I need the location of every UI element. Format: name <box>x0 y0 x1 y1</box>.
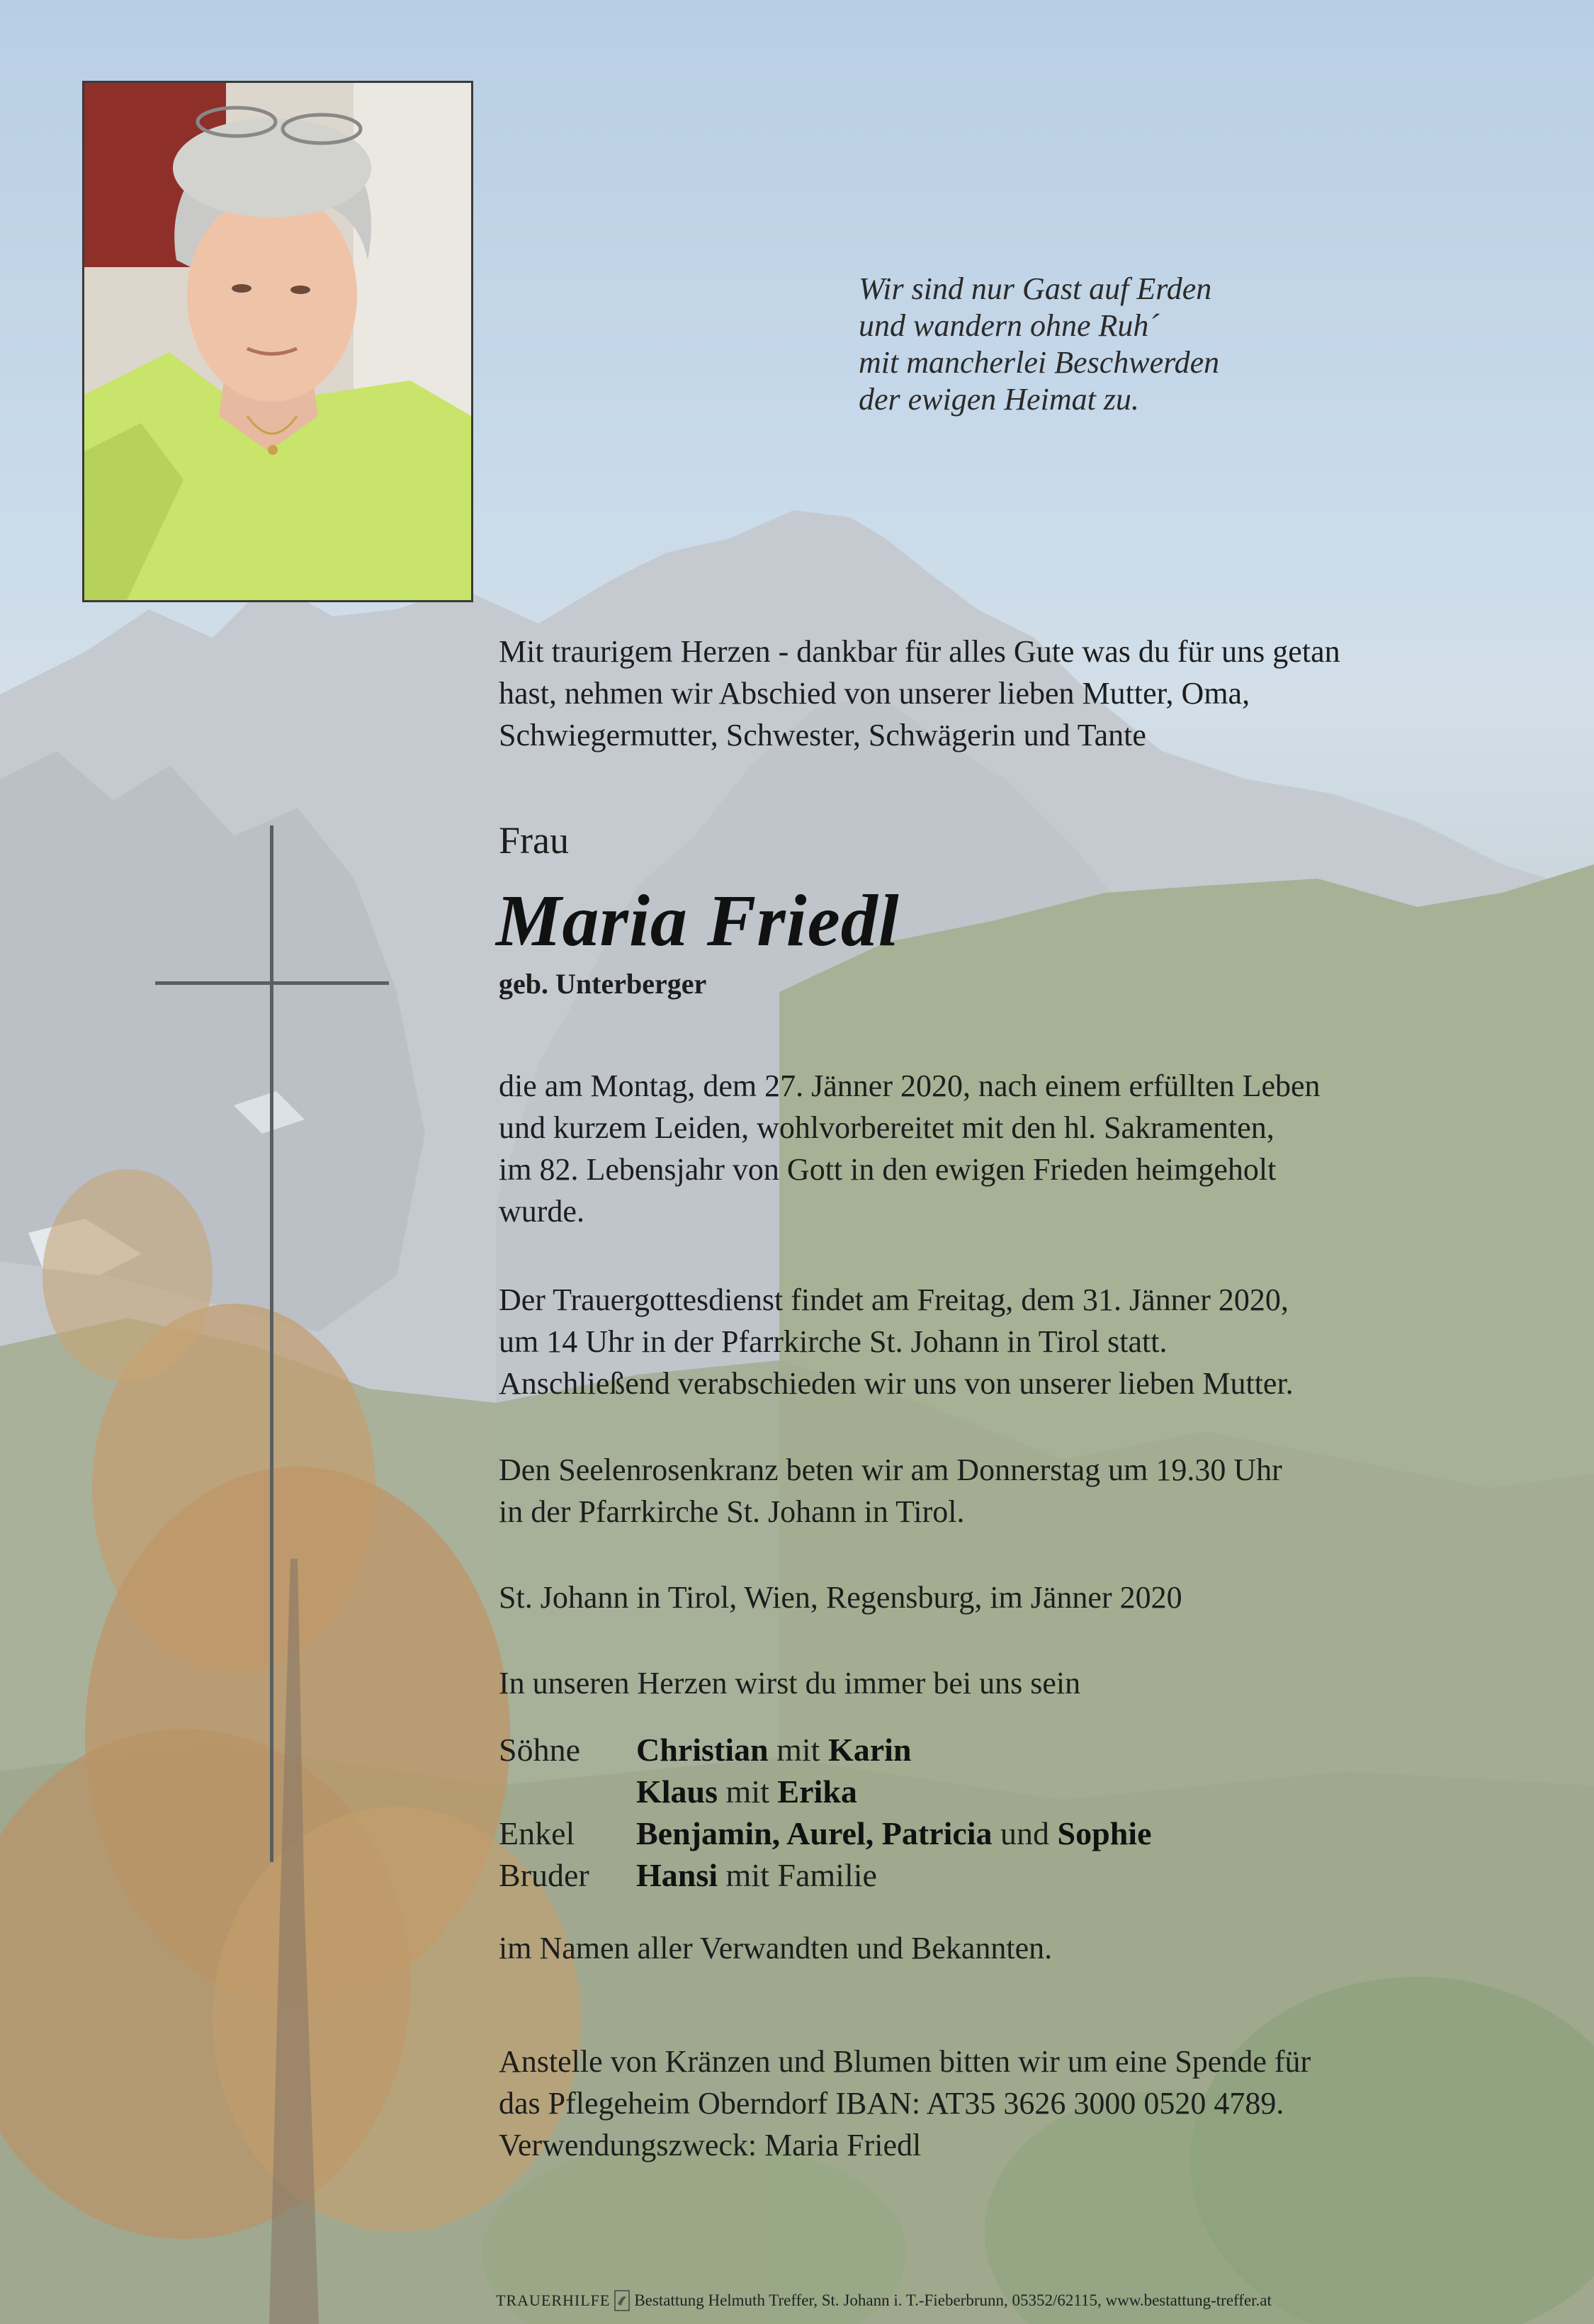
family-row <box>499 1771 1152 1812</box>
donation-line: das Pflegeheim Oberndorf IBAN: AT35 3626 3000 0520 4789. <box>499 2086 1284 2121</box>
cross-horizontal-bar <box>155 981 389 985</box>
portrait-photo <box>82 81 473 602</box>
family-row <box>499 1854 1152 1896</box>
family-connector: mit Familie <box>718 1857 877 1893</box>
footer-brand: TRAUERHILFE <box>496 2291 611 2309</box>
family-member-name: Klaus <box>636 1773 718 1810</box>
family-relation <box>499 1771 636 1812</box>
family-member-name: Hansi <box>636 1857 718 1893</box>
death-notice-line: im 82. Lebensjahr von Gott in den ewigen Frieden heimgeholt <box>499 1152 1277 1187</box>
verse-line: und wandern ohne Ruh´ <box>859 308 1160 343</box>
family-names <box>636 1771 857 1812</box>
donation-line: Anstelle von Kränzen und Blumen bitten wir um eine Spende für <box>499 2044 1311 2079</box>
family-member-name: Sophie <box>1057 1815 1152 1851</box>
family-member-name: Benjamin, Aurel, Patricia <box>636 1815 993 1851</box>
intro-paragraph <box>499 631 1547 756</box>
intro-line: Mit traurigem Herzen - dankbar für alles Gute was du für uns getan <box>499 634 1340 669</box>
intro-line: hast, nehmen wir Abschied von unserer lieben Mutter, Oma, <box>499 676 1250 711</box>
rosary-paragraph <box>499 1449 1547 1533</box>
footer-credit <box>496 2290 1272 2311</box>
family-connector: und <box>992 1815 1058 1851</box>
family-relation: Enkel <box>499 1815 575 1851</box>
family-list <box>499 1729 1152 1896</box>
family-names <box>636 1854 877 1896</box>
dove-logo-icon <box>614 2290 630 2311</box>
rosary-line: in der Pfarrkirche St. Johann in Tirol. <box>499 1494 965 1529</box>
deceased-name: Maria Friedl <box>496 880 900 961</box>
verse-line: der ewigen Heimat zu. <box>859 382 1139 417</box>
family-member-name: Christian <box>636 1732 769 1768</box>
donation-paragraph <box>499 2041 1547 2166</box>
verse-line: mit mancherlei Beschwerden <box>859 345 1220 380</box>
death-notice-line: und kurzem Leiden, wohlvorbereitet mit den hl. Sakramenten, <box>499 1110 1274 1145</box>
verse-poem <box>859 271 1219 418</box>
footer-text: Bestattung Helmuth Treffer, St. Johann i. T.-Fieberbrunn, 05352/62115, www.bestattung-treffer.at <box>634 2291 1272 2309</box>
rosary-line: Den Seelenrosenkranz beten wir am Donnerstag um 19.30 Uhr <box>499 1452 1282 1487</box>
donation-line: Verwendungszweck: Maria Friedl <box>499 2128 922 2162</box>
service-line: Der Trauergottesdienst findet am Freitag, dem 31. Jänner 2020, <box>499 1282 1289 1317</box>
service-line: Anschließend verabschieden wir uns von unserer lieben Mutter. <box>499 1366 1294 1401</box>
family-row <box>499 1812 1152 1854</box>
closing-line: im Namen aller Verwandten und Bekannten. <box>499 1931 1053 1965</box>
birth-name: geb. Unterberger <box>499 968 707 1000</box>
family-names <box>636 1812 1152 1854</box>
service-line: um 14 Uhr in der Pfarrkirche St. Johann in Tirol statt. <box>499 1324 1168 1359</box>
family-member-name: Karin <box>827 1732 912 1768</box>
family-connector: mit <box>718 1773 778 1810</box>
family-relation: Bruder <box>499 1857 589 1893</box>
family-row <box>499 1729 1152 1771</box>
death-notice-line: die am Montag, dem 27. Jänner 2020, nach einem erfüllten Leben <box>499 1068 1321 1103</box>
in-our-hearts-line: In unseren Herzen wirst du immer bei uns sein <box>499 1666 1081 1700</box>
family-member-name: Erika <box>777 1773 857 1810</box>
family-names <box>636 1729 912 1771</box>
place-date-line: St. Johann in Tirol, Wien, Regensburg, im Jänner 2020 <box>499 1580 1182 1615</box>
intro-line: Schwiegermutter, Schwester, Schwägerin und Tante <box>499 718 1146 752</box>
family-connector: mit <box>768 1732 828 1768</box>
death-notice-paragraph <box>499 1065 1547 1232</box>
verse-line: Wir sind nur Gast auf Erden <box>859 271 1212 306</box>
family-relation: Söhne <box>499 1732 580 1768</box>
salutation: Frau <box>499 819 569 862</box>
funeral-service-paragraph <box>499 1279 1547 1404</box>
death-notice-line: wurde. <box>499 1194 584 1229</box>
